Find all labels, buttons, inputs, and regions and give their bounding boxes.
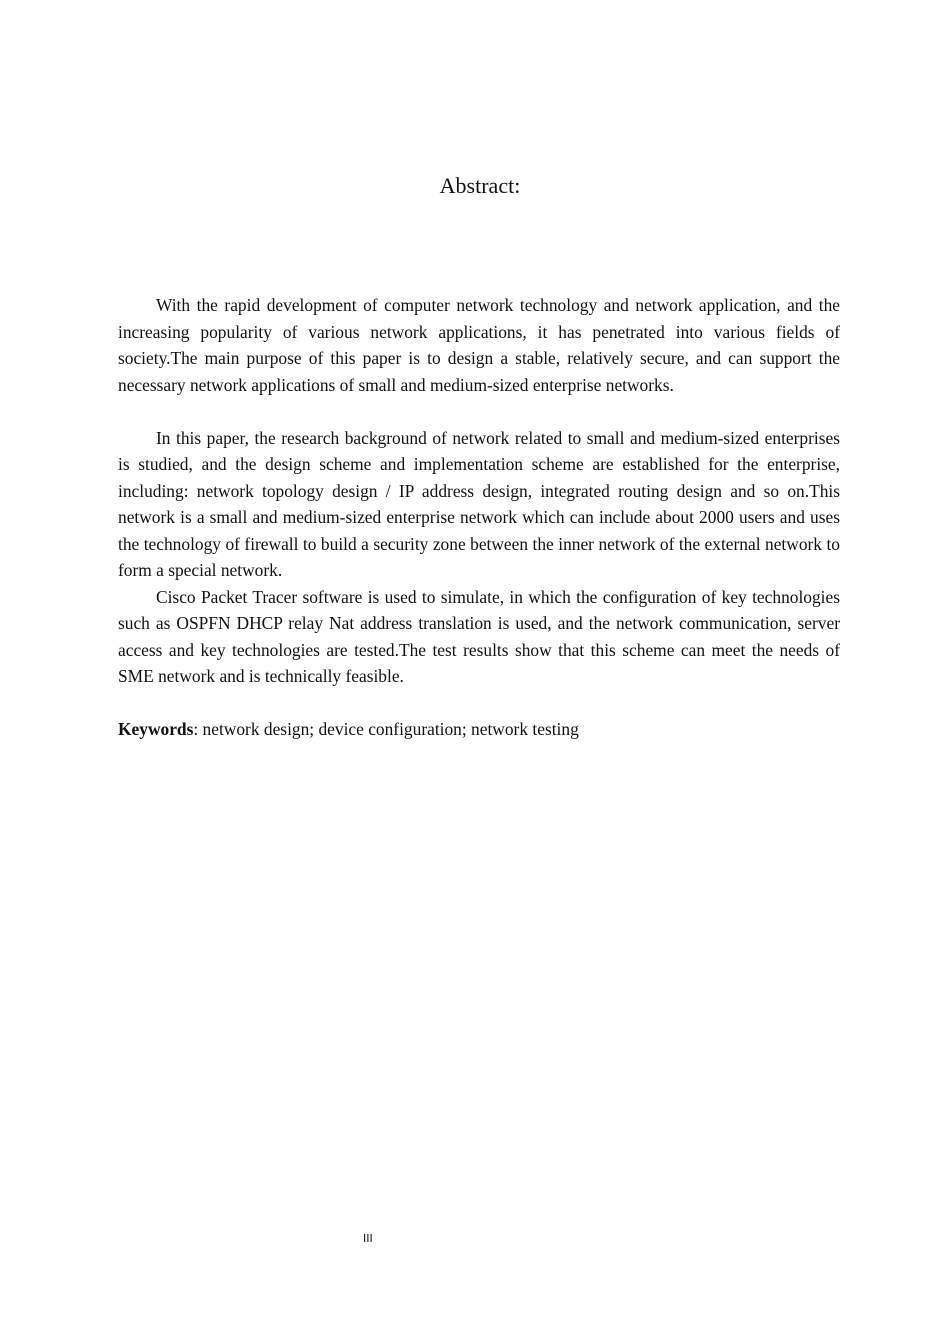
keywords-value: network design; device configuration; network testing bbox=[202, 719, 579, 739]
abstract-body bbox=[118, 292, 840, 743]
paragraph-spacer bbox=[118, 690, 840, 717]
abstract-title: Abstract: bbox=[439, 173, 521, 198]
keywords-label: Keywords bbox=[118, 719, 194, 739]
keywords-line bbox=[118, 716, 840, 743]
keywords-separator: : bbox=[193, 719, 203, 739]
abstract-paragraph-3: Cisco Packet Tracer software is used to simulate, in which the configuration of key technologies such as OSPFN DHCP relay Nat address translation is used, and the network communication, server access and key technologies are tested.The test results show that this scheme can meet the needs of SME network and is technically feasible. bbox=[118, 586, 840, 686]
abstract-paragraph-2: In this paper, the research background of network related to small and medium-sized enterprises is studied, and the design scheme and implementation scheme are established for the enterprise, including: network topology design / IP address design, integrated routing design and so on.This network is a small and medium-sized enterprise network which can include about 2000 users and uses the technology of firewall to build a security zone between the inner network of the external network to form a special network. bbox=[118, 427, 840, 580]
page-number: III bbox=[363, 1232, 373, 1245]
paragraph-spacer bbox=[118, 398, 840, 425]
abstract-paragraph-1: With the rapid development of computer network technology and network application, and the increasing popularity of various network applications, it has penetrated into various fields of society.The main purpose of this paper is to design a stable, relatively secure, and can support the necessary network applications of small and medium-sized enterprise networks. bbox=[118, 295, 840, 395]
